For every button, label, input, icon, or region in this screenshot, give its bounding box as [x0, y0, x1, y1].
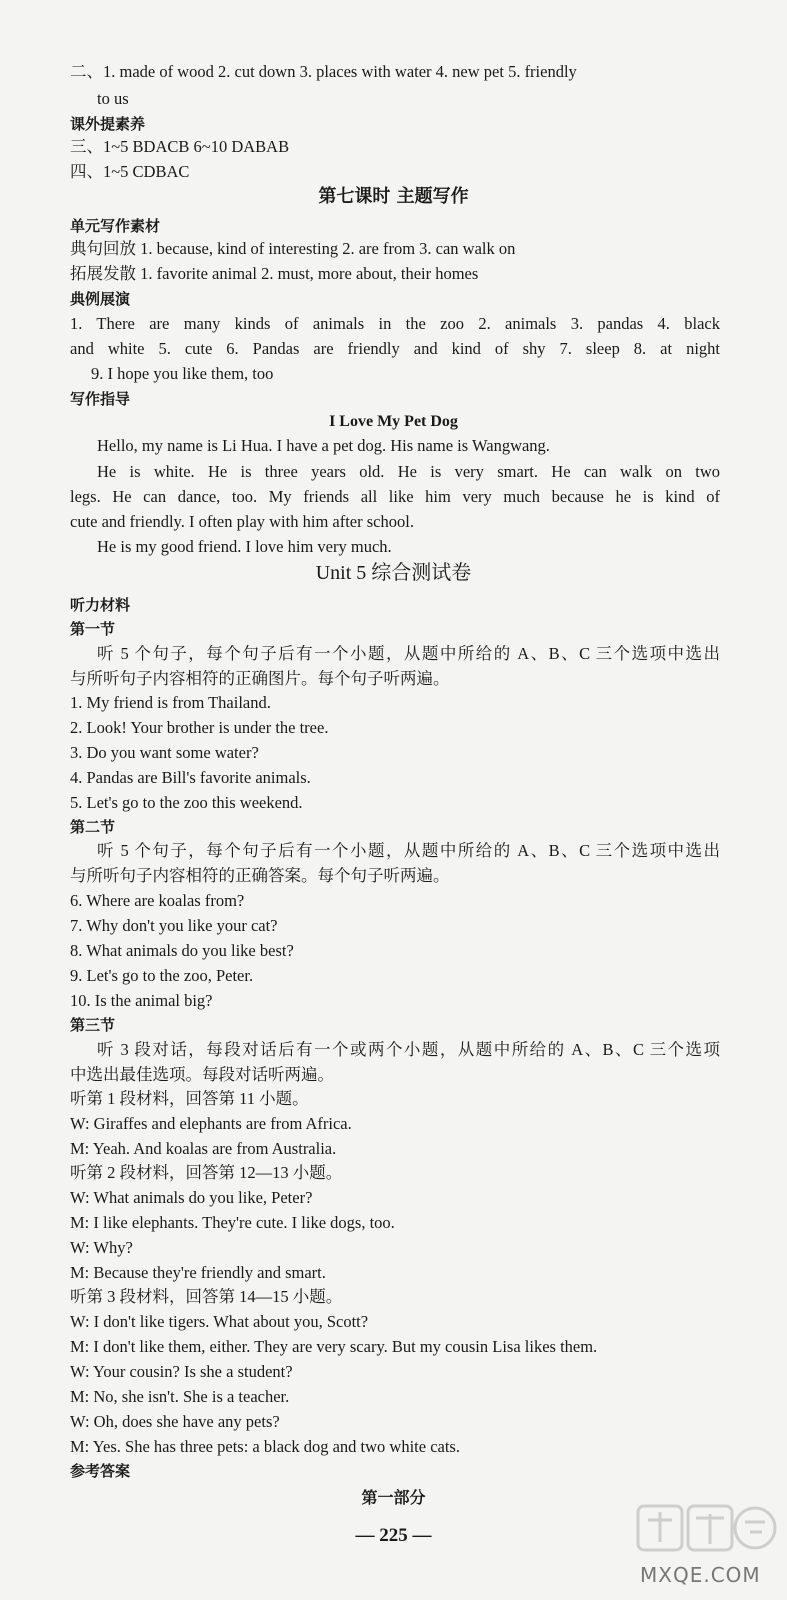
part-1-instruction-line-1: 听 5 个句子，每个句子后有一个小题，从题中所给的 A、B、C 三个选项中选出 [97, 644, 720, 663]
part-1-heading: 第一节 [70, 620, 116, 638]
dialog-2-heading: 听第 2 段材料，回答第 12—13 小题。 [70, 1163, 343, 1182]
part-one-label: 第一部分 [361, 1488, 426, 1507]
sentence-4: 4. Pandas are Bill's favorite animals. [70, 768, 311, 787]
section-heading-writing-material: 单元写作素材 [70, 217, 161, 235]
sentence-10: 10. Is the animal big? [70, 991, 213, 1010]
sentence-7: 7. Why don't you like your cat? [70, 916, 278, 935]
section-heading-reference-answers: 参考答案 [70, 1462, 131, 1480]
sentence-1: 1. My friend is from Thailand. [70, 693, 271, 712]
classic-sentences-line: 典句回放 1. because, kind of interesting 2. are from 3. can walk on [70, 239, 516, 258]
dialog-3-heading: 听第 3 段材料，回答第 14—15 小题。 [70, 1287, 343, 1306]
dialog-1-line-1: W: Giraffes and elephants are from Africa. [70, 1114, 352, 1133]
essay-para-2-line-3: cute and friendly. I often play with him after school. [70, 512, 414, 531]
section-heading-example: 典例展演 [70, 290, 131, 308]
lesson-7-title: 第七课时 主题写作 [318, 186, 469, 207]
dialog-3-line-4: M: No, she isn't. She is a teacher. [70, 1387, 290, 1406]
part-2-instruction-line-1: 听 5 个句子，每个句子后有一个小题，从题中所给的 A、B、C 三个选项中选出 [97, 841, 720, 860]
sentence-8: 8. What animals do you like best? [70, 941, 294, 960]
answer-line-4: 四、1~5 CDBAC [70, 162, 190, 181]
dialog-1-line-2: M: Yeah. And koalas are from Australia. [70, 1139, 337, 1158]
part-3-heading: 第三节 [70, 1016, 116, 1034]
sentence-6: 6. Where are koalas from? [70, 891, 245, 910]
watermark-text: MXQE.COM [640, 1563, 761, 1587]
dialog-3-line-6: M: Yes. She has three pets: a black dog and two white cats. [70, 1437, 460, 1456]
part-3-instruction-line-2: 中选出最佳选项。每段对话听两遍。 [70, 1065, 334, 1084]
dialog-2-line-1: W: What animals do you like, Peter? [70, 1188, 313, 1207]
answer-line-3: 三、1~5 BDACB 6~10 DABAB [70, 137, 290, 156]
essay-title: I Love My Pet Dog [329, 413, 458, 430]
part-1-instruction-line-2: 与所听句子内容相符的正确图片。每个句子听两遍。 [70, 669, 450, 688]
example-line-3: 9. I hope you like them, too [91, 364, 274, 383]
part-2-heading: 第二节 [70, 818, 116, 836]
part-3-instruction-line-1: 听 3 段对话，每段对话后有一个或两个小题，从题中所给的 A、B、C 三个选项 [97, 1040, 720, 1059]
dialog-2-line-2: M: I like elephants. They're cute. I like dogs, too. [70, 1213, 395, 1232]
dialog-3-line-5: W: Oh, does she have any pets? [70, 1412, 280, 1431]
essay-para-3: He is my good friend. I love him very much. [97, 537, 392, 556]
extension-line: 拓展发散 1. favorite animal 2. must, more about, their homes [70, 264, 479, 283]
essay-para-2-line-2: legs. He can dance, too. My friends all like him very much because he is kind of [70, 487, 720, 506]
example-line-1: 1. There are many kinds of animals in the zoo 2. animals 3. pandas 4. black [70, 314, 720, 333]
sentence-5: 5. Let's go to the zoo this weekend. [70, 793, 303, 812]
sentence-9: 9. Let's go to the zoo, Peter. [70, 966, 254, 985]
section-heading-writing-guide: 写作指导 [70, 390, 131, 408]
example-line-2: and white 5. cute 6. Pandas are friendly and kind of shy 7. sleep 8. at night [70, 339, 720, 358]
dialog-3-line-3: W: Your cousin? Is she a student? [70, 1362, 293, 1381]
dialog-2-line-3: W: Why? [70, 1238, 133, 1257]
essay-para-2-line-1: He is white. He is three years old. He is very smart. He can walk on two [97, 462, 720, 481]
dialog-1-heading: 听第 1 段材料，回答第 11 小题。 [70, 1089, 309, 1108]
dialog-3-line-1: W: I don't like tigers. What about you, Scott? [70, 1312, 369, 1331]
answer-line-2-2: to us [97, 89, 129, 108]
sentence-2: 2. Look! Your brother is under the tree. [70, 718, 329, 737]
sentence-3: 3. Do you want some water? [70, 743, 259, 762]
section-heading-extracurricular: 课外提素养 [70, 115, 146, 133]
page-number: — 225 — [355, 1525, 432, 1546]
section-heading-listening: 听力材料 [70, 596, 131, 614]
dialog-2-line-4: M: Because they're friendly and smart. [70, 1263, 326, 1282]
unit-5-test-title: Unit 5 综合测试卷 [315, 562, 472, 584]
part-2-instruction-line-2: 与所听句子内容相符的正确答案。每个句子听两遍。 [70, 866, 450, 885]
essay-para-1: Hello, my name is Li Hua. I have a pet dog. His name is Wangwang. [97, 436, 550, 455]
answer-line-2-1: 二、1. made of wood 2. cut down 3. places with water 4. new pet 5. friendly [70, 62, 577, 81]
dialog-3-line-2: M: I don't like them, either. They are very scary. But my cousin Lisa likes them. [70, 1337, 598, 1356]
